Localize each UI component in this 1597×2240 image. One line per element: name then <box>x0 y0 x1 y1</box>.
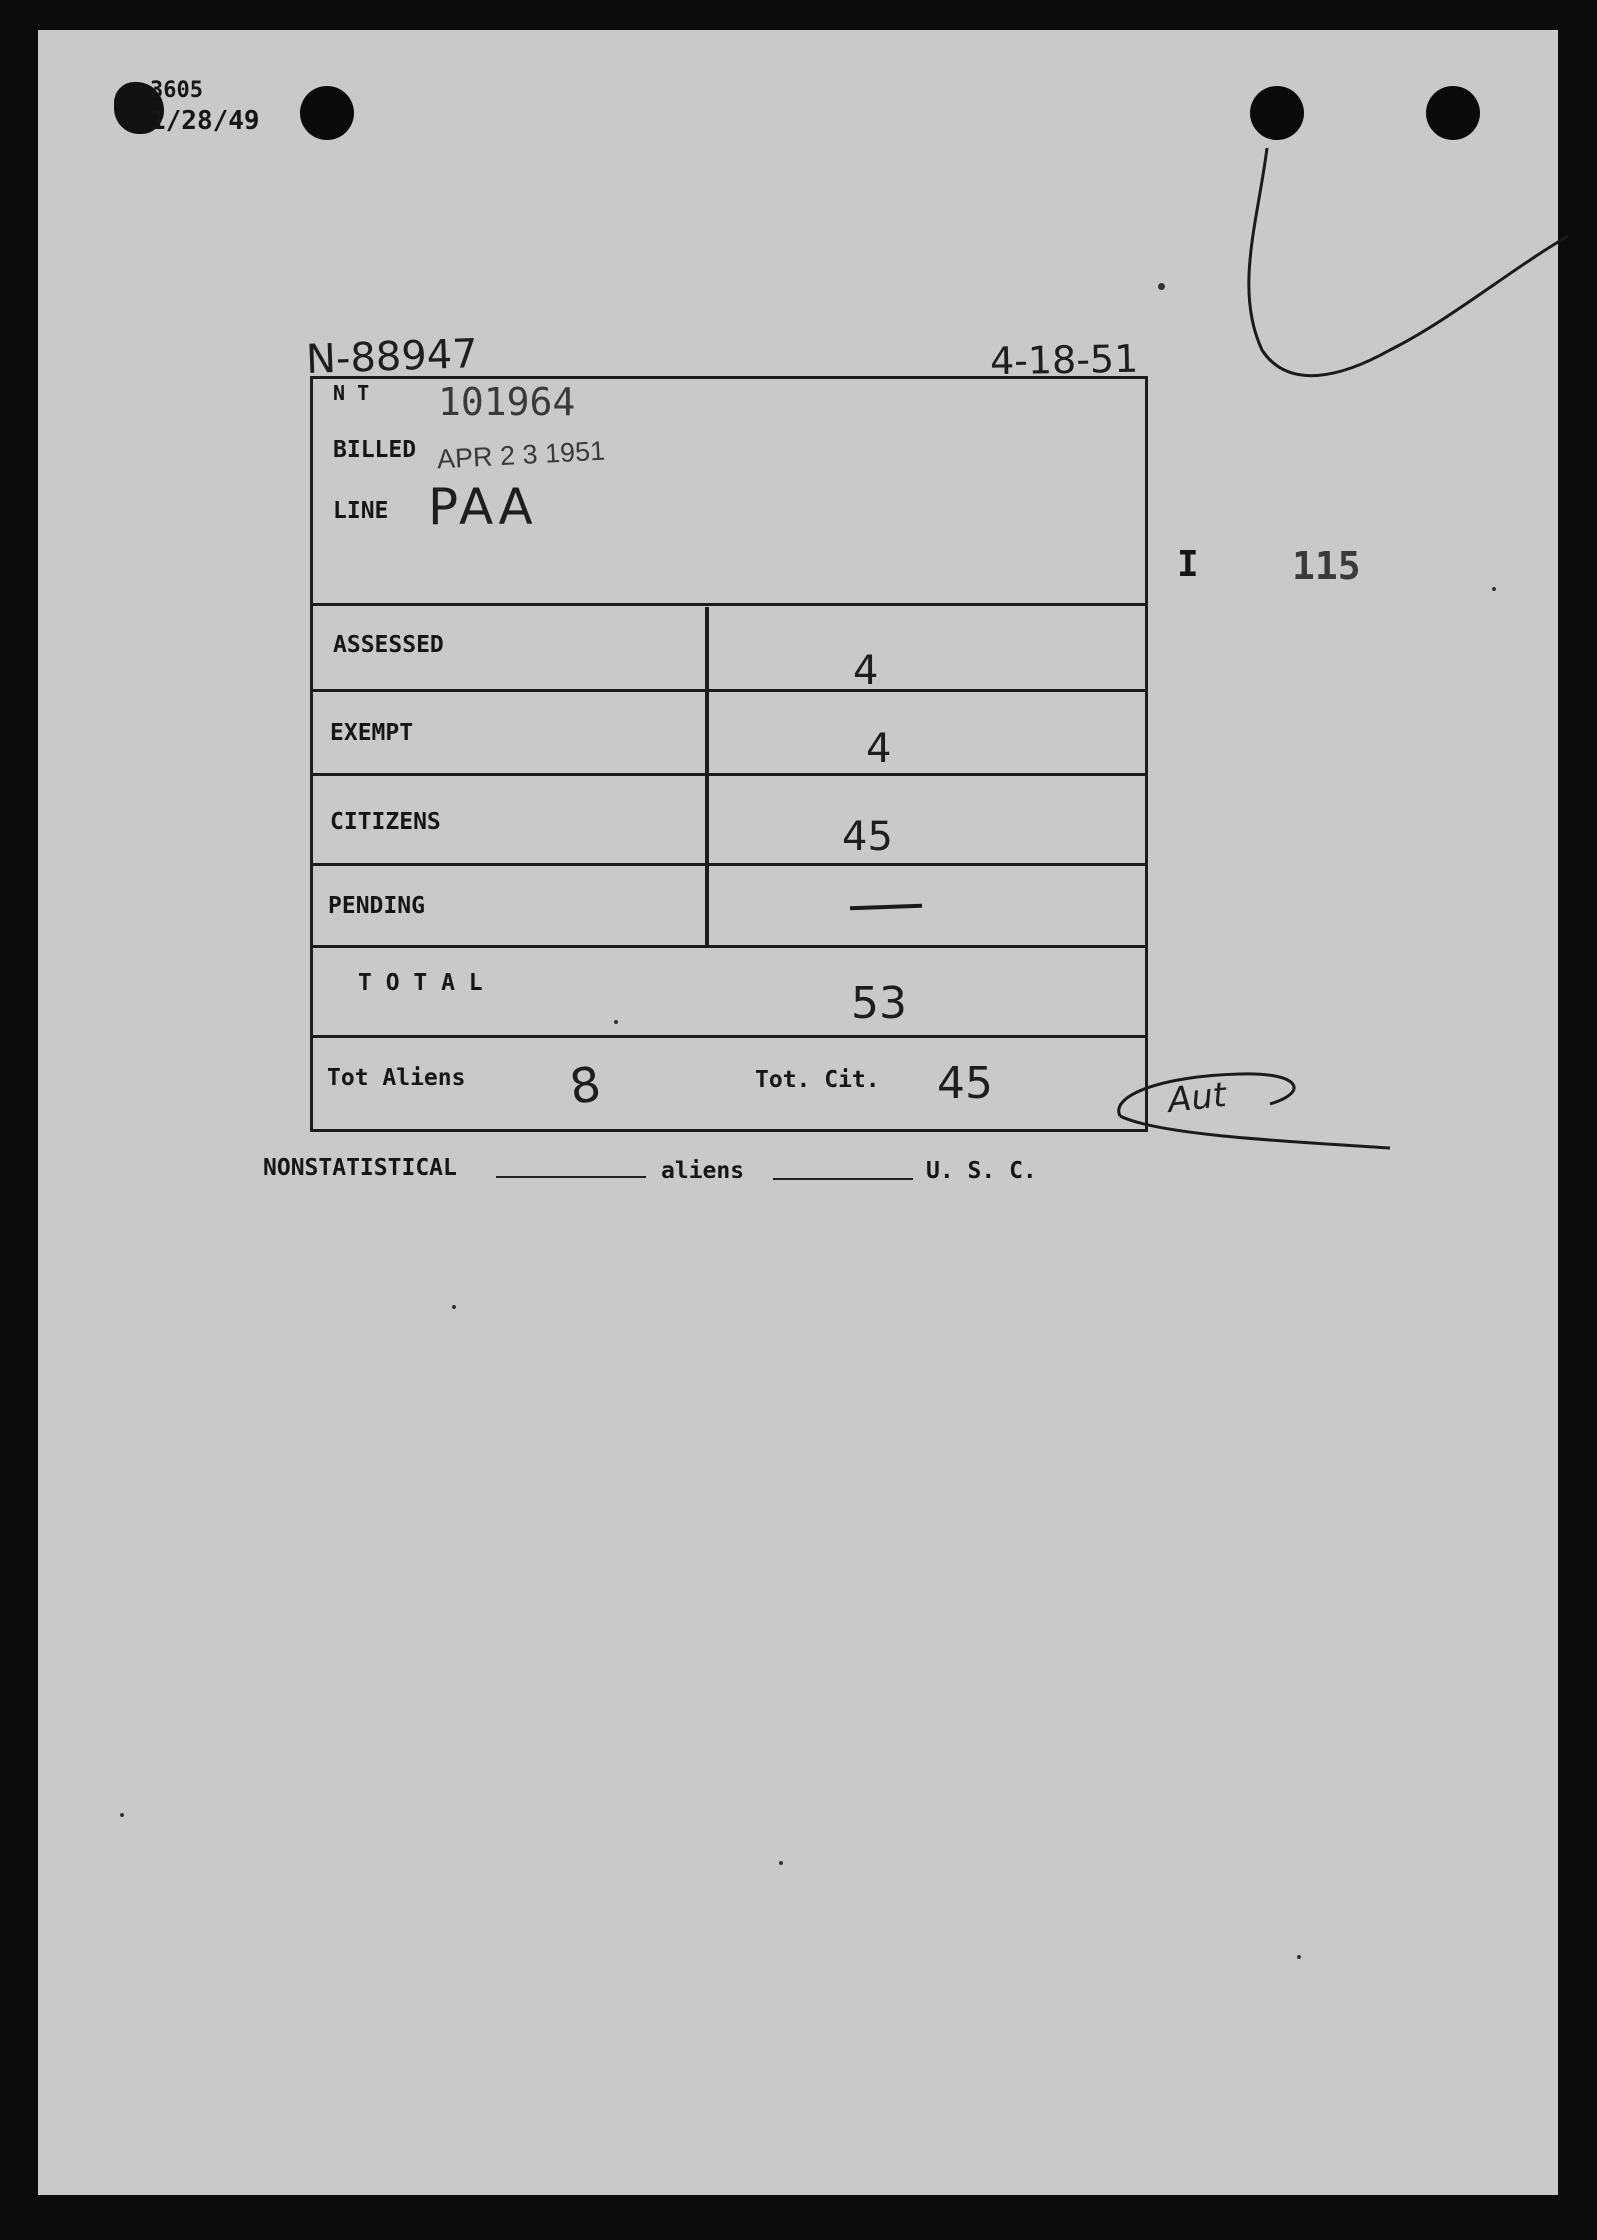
usc-label: U. S. C. <box>926 1158 1037 1184</box>
speck <box>120 1813 124 1817</box>
tot-cit-label: Tot. Cit. <box>755 1067 880 1093</box>
line-label: LINE <box>333 498 389 524</box>
pending-label: PENDING <box>328 893 425 919</box>
nonstatistical-blank <box>496 1176 646 1178</box>
divider <box>313 1035 1145 1038</box>
speck <box>614 1020 618 1024</box>
total-value: 53 <box>851 978 907 1029</box>
file-number: N-88947 <box>305 331 479 383</box>
tot-aliens-value: 8 <box>566 1056 605 1116</box>
tot-cit-value: 45 <box>937 1058 993 1109</box>
citizens-value: 45 <box>842 814 893 860</box>
divider <box>313 773 1145 776</box>
divider <box>313 945 1145 948</box>
aliens-label: aliens <box>661 1158 745 1184</box>
exempt-label: EXEMPT <box>330 720 414 746</box>
initials-loop <box>1100 1066 1400 1166</box>
divider <box>313 863 1145 866</box>
nt-label: N T <box>333 381 370 405</box>
speck <box>1297 1955 1301 1959</box>
side-mark-number: 115 <box>1292 544 1361 588</box>
punch-hole-left <box>300 86 354 140</box>
assessed-label: ASSESSED <box>333 632 444 658</box>
punch-hole-right <box>1426 86 1480 140</box>
billed-label: BILLED <box>333 437 417 463</box>
aliens-blank <box>773 1178 913 1180</box>
speck <box>1492 587 1496 591</box>
top-left-note-line2: 1/28/49 <box>150 106 260 136</box>
pen-curve <box>1240 140 1570 400</box>
nt-number-stamp: 101964 <box>438 380 576 424</box>
billed-date-stamp: APR 2 3 1951 <box>436 435 606 475</box>
side-mark-letter: I <box>1177 544 1199 585</box>
column-divider <box>705 607 709 945</box>
tot-aliens-label: Tot Aliens <box>327 1065 466 1091</box>
exempt-value: 4 <box>866 726 892 772</box>
speck <box>1158 283 1165 290</box>
divider <box>313 689 1145 692</box>
punch-hole-center <box>1250 86 1304 140</box>
speck <box>452 1305 456 1309</box>
divider <box>313 603 1145 606</box>
speck <box>779 1861 783 1865</box>
top-left-note-line1: 3605 <box>150 78 203 103</box>
handwritten-date: 4-18-51 <box>989 336 1139 384</box>
assessed-value: 4 <box>853 648 879 694</box>
nonstatistical-label: NONSTATISTICAL <box>263 1155 457 1181</box>
citizens-label: CITIZENS <box>330 809 441 835</box>
total-label: T O T A L <box>358 970 483 996</box>
line-value: PAA <box>428 478 537 536</box>
initials: Aut <box>1166 1075 1229 1121</box>
